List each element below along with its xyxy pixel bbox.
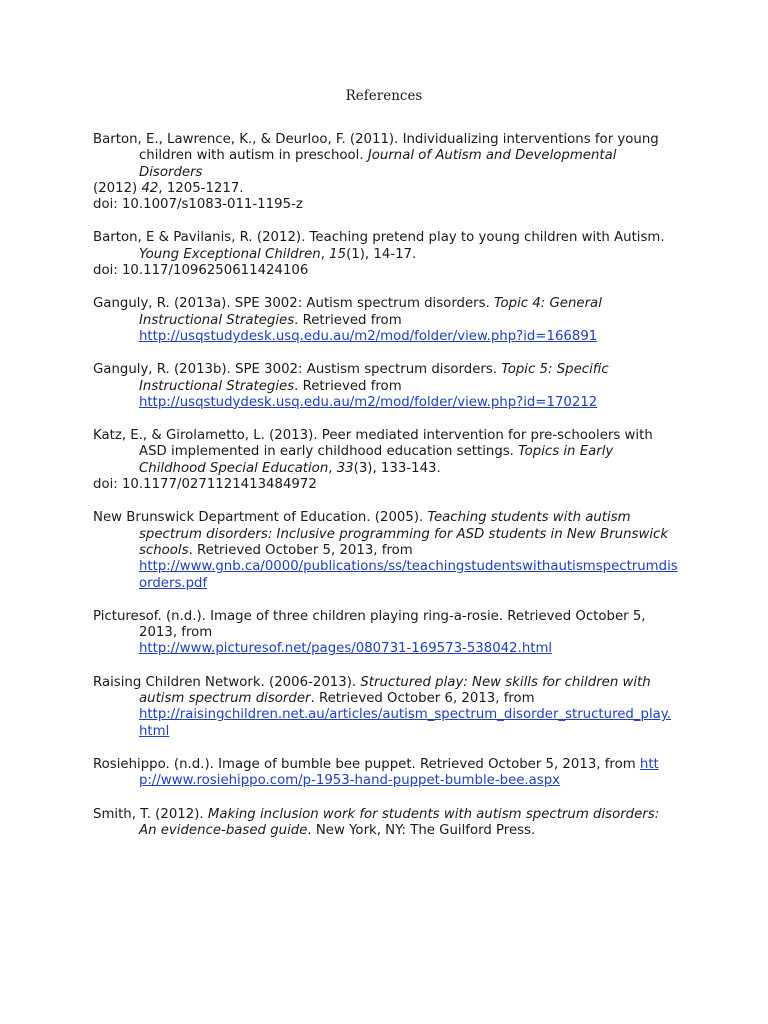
reference-link[interactable]: http://usqstudydesk.usq.edu.au/m2/mod/folder/view.php?id=166891 bbox=[139, 328, 598, 344]
page-title: References bbox=[345, 88, 423, 104]
reference-link[interactable]: http://usqstudydesk.usq.edu.au/m2/mod/folder/view.php?id=170212 bbox=[139, 394, 598, 410]
reference-text: Barton, E & Pavilanis, R. (2012). Teaching pretend play to young children with Autism. bbox=[93, 230, 665, 246]
work-title: Making inclusion work for students with autism spectrum disorders: An evidence-based guide bbox=[139, 806, 660, 838]
reference-item: New Brunswick Department of Education. (2005). Teaching students with autism spectrum disorders: Inclusive programming for ASD students in New Brunswick schools. Retrieved October 5, 2013, from http://www.gnb.ca/0000/publications/ss/teachingstudentswithautismspectrumdisorders.pdf bbox=[93, 510, 678, 591]
journal-title: Journal of Autism and Developmental Disorders bbox=[139, 148, 617, 180]
reference-doi: doi: 10.1007/s1083-011-1195-z bbox=[93, 197, 303, 213]
reference-text: Picturesof. (n.d.). Image of three children playing ring-a-rosie. Retrieved October 5, 2013, from bbox=[93, 608, 646, 641]
journal-title: Young Exceptional Children bbox=[139, 246, 321, 262]
reference-text: Rosiehippo. (n.d.). Image of bumble bee puppet. Retrieved October 5, 2013, from bbox=[93, 756, 640, 772]
reference-item: Barton, E & Pavilanis, R. (2012). Teaching pretend play to young children with Autism. Young Exceptional Children, 15(1), 14-17. doi: 10.117/1096250611424106 bbox=[93, 230, 678, 279]
reference-item bbox=[93, 609, 678, 658]
reference-item bbox=[93, 757, 678, 790]
reference-text: New Brunswick Department of Education. (2005). bbox=[93, 510, 428, 526]
reference-text: Ganguly, R. (2013a). SPE 3002: Autism spectrum disorders. bbox=[93, 296, 495, 312]
reference-item: Raising Children Network. (2006-2013). Structured play: New skills for children with autism spectrum disorder. Retrieved October 6, 2013, from http://raisingchildren.net.au/articles/autism_spectrum_disorder_structured_play.html bbox=[93, 674, 671, 739]
reference-text: Ganguly, R. (2013b). SPE 3002: Austism spectrum disorders. bbox=[93, 362, 502, 378]
reference-item bbox=[93, 132, 678, 213]
work-title: Teaching students with autism spectrum disorders: Inclusive programming for ASD students in New Brunswick schools bbox=[139, 510, 669, 558]
topic-title: Topic 5: Specific Instructional Strategies bbox=[139, 362, 609, 394]
reference-list bbox=[93, 132, 678, 856]
reference-link[interactable]: http://raisingchildren.net.au/articles/autism_spectrum_disorder_structured_play.html bbox=[139, 707, 671, 739]
reference-item: Ganguly, R. (2013a). SPE 3002: Autism spectrum disorders. Topic 4: General Instructional Strategies. Retrieved from http://usqstudydesk.usq.edu.au/m2/mod/folder/view.php?id=166891 bbox=[93, 296, 602, 344]
reference-item: Smith, T. (2012). Making inclusion work for students with autism spectrum disorders: An evidence-based guide. New York, NY: The Guilford Press. bbox=[93, 806, 660, 838]
reference-link[interactable]: http://www.rosiehippo.com/p-1953-hand-puppet-bumble-bee.aspx bbox=[139, 756, 659, 789]
journal-volume: 33 bbox=[336, 460, 354, 476]
reference-link[interactable]: http://www.gnb.ca/0000/publications/ss/teachingstudentswithautismspectrumdisorders.pdf bbox=[139, 559, 678, 591]
reference-doi: doi: 10.117/1096250611424106 bbox=[93, 263, 309, 279]
work-title: Structured play: New skills for children with autism spectrum disorder bbox=[139, 674, 651, 707]
reference-text: Katz, E., & Girolametto, L. (2013). Peer mediated intervention for pre-schoolers with ASD implemented in early childhood education settings. bbox=[93, 428, 653, 460]
journal-title: Topics in Early Childhood Special Education bbox=[139, 444, 614, 476]
reference-text: Barton, E., Lawrence, K., & Deurloo, F. (2011). Individualizing interventions for young children with autism in preschool. bbox=[93, 132, 659, 164]
reference-link[interactable]: http://www.picturesof.net/pages/080731-169573-538042.html bbox=[139, 641, 553, 657]
reference-text: Raising Children Network. (2006-2013). bbox=[93, 674, 361, 690]
reference-doi: doi: 10.1177/0271121413484972 bbox=[93, 477, 317, 493]
journal-volume: 15 bbox=[329, 246, 347, 262]
reference-publication: (2012) 42, 1205-1217. bbox=[93, 180, 244, 196]
topic-title: Topic 4: General Instructional Strategies bbox=[139, 296, 602, 328]
reference-item: Ganguly, R. (2013b). SPE 3002: Austism spectrum disorders. Topic 5: Specific Instructional Strategies. Retrieved from http://usqstudydesk.usq.edu.au/m2/mod/folder/view.php?id=170212 bbox=[93, 362, 609, 410]
reference-item: Katz, E., & Girolametto, L. (2013). Peer mediated intervention for pre-schoolers with ASD implemented in early childhood education settings. Topics in Early Childhood Special Education, 33(3), 133-143. doi: 10.1177/0271121413484972 bbox=[93, 428, 678, 493]
reference-text: Smith, T. (2012). bbox=[93, 806, 208, 822]
